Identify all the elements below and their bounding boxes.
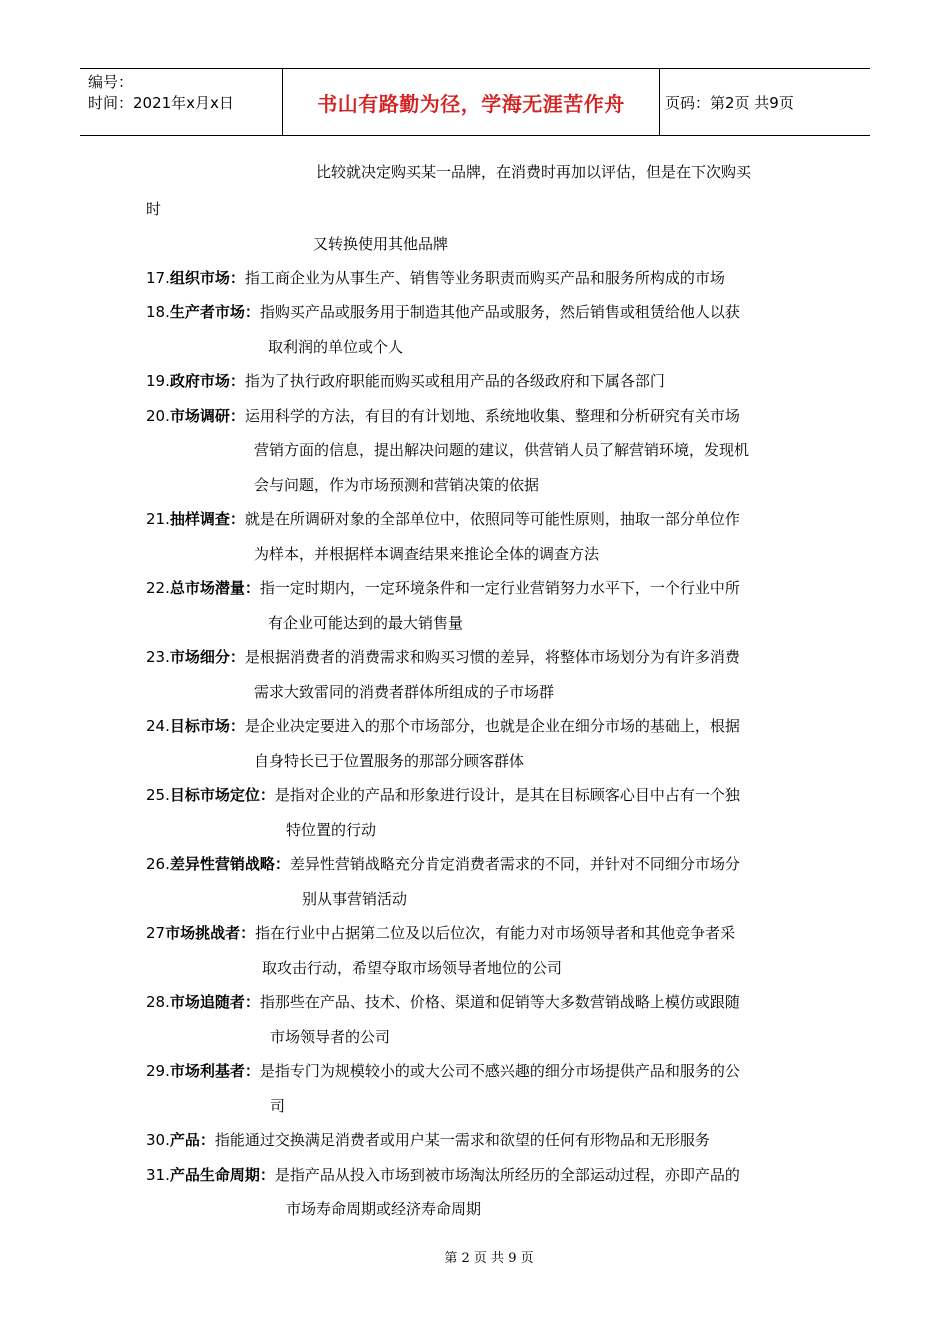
definition-text-continued: 有企业可能达到的最大销售量 bbox=[268, 614, 464, 632]
definition-text-continued: 为样本，并根据样本调查结果来推论全体的调查方法 bbox=[254, 545, 600, 563]
definition-23 bbox=[146, 646, 740, 668]
definition-text-continued: 自身特长已于位置服务的那部分顾客群体 bbox=[254, 752, 525, 770]
definition-text: 差异性营销战略充分肯定消费者需求的不同，并针对不同细分市场分 bbox=[289, 855, 740, 873]
page-header bbox=[80, 68, 870, 136]
definition-term: 市场细分： bbox=[169, 648, 245, 666]
definition-18 bbox=[146, 301, 740, 323]
definition-text: 是指对企业的产品和形象进行设计，是其在目标顾客心目中占有一个独 bbox=[274, 786, 740, 804]
definition-term: 目标市场： bbox=[169, 717, 245, 735]
definition-text-continued: 取攻击行动，希望夺取市场领导者地位的公司 bbox=[262, 959, 563, 977]
definition-text-continued: 会与问题，作为市场预测和营销决策的依据 bbox=[254, 476, 540, 494]
definition-17 bbox=[146, 267, 725, 289]
definition-text: 指能通过交换满足消费者或用户某一需求和欲望的任何有形物品和无形服务 bbox=[214, 1131, 710, 1149]
definition-text-continued: 市场寿命周期或经济寿命周期 bbox=[286, 1200, 482, 1218]
definition-text: 指在行业中占据第二位及以后位次，有能力对市场领导者和其他竞争者采 bbox=[255, 924, 736, 942]
definition-number: 22. bbox=[146, 579, 170, 597]
definition-term: 目标市场定位： bbox=[169, 786, 275, 804]
definition-number: 25. bbox=[146, 786, 170, 804]
definition-text-continued: 营销方面的信息，提出解决问题的建议，供营销人员了解营销环境，发现机 bbox=[254, 441, 750, 459]
definition-term: 总市场潜量： bbox=[169, 579, 260, 597]
definition-29 bbox=[146, 1060, 740, 1082]
definition-number: 23. bbox=[146, 648, 170, 666]
intro-line-1: 比较就决定购买某一品牌，在消费时再加以评估，但是在下次购买 bbox=[316, 163, 752, 181]
definition-term: 生产者市场： bbox=[169, 303, 260, 321]
definition-24 bbox=[146, 715, 740, 737]
definition-text-continued: 需求大致雷同的消费者群体所组成的子市场群 bbox=[254, 683, 555, 701]
document-date: 时间：2021年x月x日 bbox=[88, 94, 234, 112]
definition-text: 是根据消费者的消费需求和购买习惯的差异，将整体市场划分为有许多消费 bbox=[244, 648, 740, 666]
definition-27 bbox=[146, 922, 735, 944]
definition-text: 指那些在产品、技术、价格、渠道和促销等大多数营销战略上模仿或跟随 bbox=[259, 993, 740, 1011]
definition-text: 运用科学的方法，有目的有计划地、系统地收集、整理和分析研究有关市场 bbox=[244, 407, 740, 425]
definition-term: 市场挑战者： bbox=[165, 924, 256, 942]
definition-number: 26. bbox=[146, 855, 170, 873]
header-page-info: 页码：第2页 共9页 bbox=[665, 93, 794, 112]
definition-text: 是指专门为规模较小的或大公司不感兴趣的细分市场提供产品和服务的公 bbox=[259, 1062, 740, 1080]
definition-term: 产品： bbox=[169, 1131, 215, 1149]
definition-28 bbox=[146, 991, 740, 1013]
header-meta bbox=[80, 69, 282, 135]
definition-text: 指一定时期内，一定环境条件和一定行业营销努力水平下，一个行业中所 bbox=[259, 579, 740, 597]
definition-text: 是指产品从投入市场到被市场淘汰所经历的全部运动过程，亦即产品的 bbox=[274, 1166, 740, 1184]
definition-19 bbox=[146, 370, 665, 392]
page-footer: 第 2 页 共 9 页 bbox=[444, 1251, 534, 1266]
definition-number: 21. bbox=[146, 510, 170, 528]
header-motto: 书山有路勤为径，学海无涯苦作舟 bbox=[282, 69, 660, 135]
definition-25 bbox=[146, 784, 740, 806]
document-number-label: 编号： bbox=[88, 73, 134, 91]
definition-text: 指购买产品或服务用于制造其他产品或服务，然后销售或租赁给他人以获 bbox=[259, 303, 740, 321]
definition-26 bbox=[146, 853, 740, 875]
definition-20 bbox=[146, 405, 740, 427]
definition-text-continued: 市场领导者的公司 bbox=[270, 1028, 391, 1046]
definition-term: 政府市场： bbox=[169, 372, 245, 390]
definition-text-continued: 取利润的单位或个人 bbox=[268, 338, 404, 356]
definition-text: 指工商企业为从事生产、销售等业务职责而购买产品和服务所构成的市场 bbox=[244, 269, 725, 287]
definition-term: 组织市场： bbox=[169, 269, 245, 287]
definition-term: 市场调研： bbox=[169, 407, 245, 425]
definition-term: 市场追随者： bbox=[169, 993, 260, 1011]
definition-text-continued: 别从事营销活动 bbox=[302, 890, 408, 908]
definition-21 bbox=[146, 508, 740, 530]
definition-text-continued: 司 bbox=[270, 1097, 286, 1115]
definition-term: 产品生命周期： bbox=[169, 1166, 275, 1184]
definition-number: 17. bbox=[146, 269, 170, 287]
definition-number: 31. bbox=[146, 1166, 170, 1184]
definition-text-continued: 特位置的行动 bbox=[286, 821, 377, 839]
definition-number: 20. bbox=[146, 407, 170, 425]
definition-22 bbox=[146, 577, 740, 599]
definition-number: 19. bbox=[146, 372, 170, 390]
definition-30 bbox=[146, 1129, 710, 1151]
definition-text: 是企业决定要进入的那个市场部分，也就是企业在细分市场的基础上，根据 bbox=[244, 717, 740, 735]
definition-number: 29. bbox=[146, 1062, 170, 1080]
definition-number: 24. bbox=[146, 717, 170, 735]
intro-line-3: 又转换使用其他品牌 bbox=[313, 235, 449, 253]
definition-term: 市场利基者： bbox=[169, 1062, 260, 1080]
definition-term: 差异性营销战略： bbox=[169, 855, 290, 873]
definition-number: 18. bbox=[146, 303, 170, 321]
definition-text: 就是在所调研对象的全部单位中，依照同等可能性原则，抽取一部分单位作 bbox=[244, 510, 740, 528]
intro-line-2: 时 bbox=[146, 200, 162, 218]
definition-text: 指为了执行政府职能而购买或租用产品的各级政府和下属各部门 bbox=[244, 372, 665, 390]
definition-number: 28. bbox=[146, 993, 170, 1011]
definition-number: 30. bbox=[146, 1131, 170, 1149]
definition-number: 27 bbox=[146, 924, 166, 942]
definition-31 bbox=[146, 1164, 740, 1186]
definition-term: 抽样调查： bbox=[169, 510, 245, 528]
